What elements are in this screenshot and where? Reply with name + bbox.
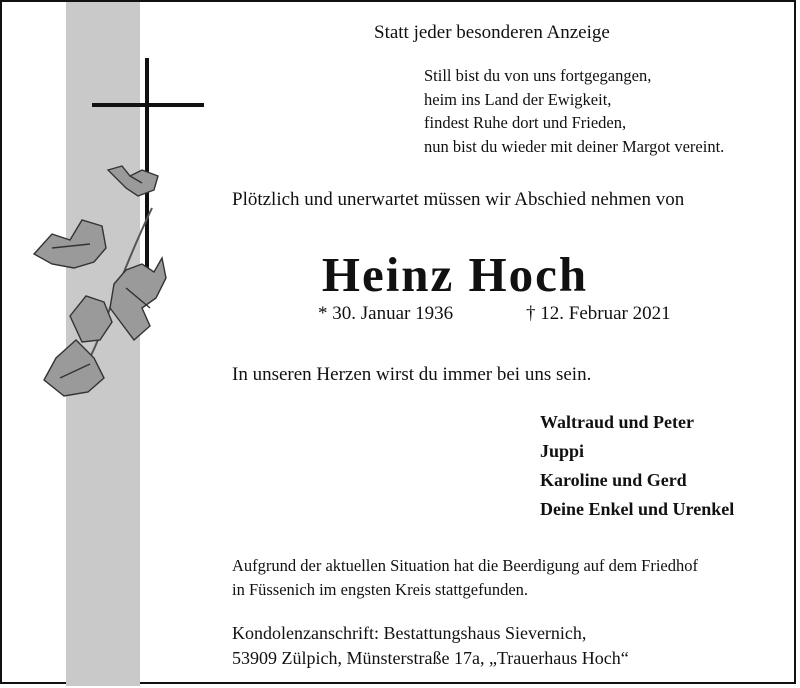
funeral-line: in Füssenich im engsten Kreis stattgefunden. <box>232 579 529 599</box>
condolence-line: 53909 Zülpich, Münsterstraße 17a, „Trauerhaus Hoch“ <box>232 648 629 668</box>
poem-line: heim ins Land der Ewigkeit, <box>424 89 612 109</box>
mourners-list <box>540 408 734 524</box>
death-date: † 12. Februar 2021 <box>526 303 671 324</box>
memorial-quote: In unseren Herzen wirst du immer bei uns sein. <box>232 364 592 385</box>
mourner: Juppi <box>540 441 585 461</box>
mourner: Deine Enkel und Urenkel <box>540 499 735 519</box>
funeral-line: Aufgrund der aktuellen Situation hat die Beerdigung auf dem Friedhof <box>232 556 699 575</box>
condolence-address <box>232 621 629 671</box>
cross-with-ivy <box>30 58 220 418</box>
poem-line: Still bist du von uns fortgegangen, <box>424 66 652 85</box>
poem-line: findest Ruhe dort und Frieden, <box>424 113 627 132</box>
poem-line: nun bist du wieder mit deiner Margot vereint. <box>424 136 725 156</box>
condolence-line: Kondolenzanschrift: Bestattungshaus Sievernich, <box>232 623 587 643</box>
funeral-info <box>232 554 698 601</box>
headline: Statt jeder besonderen Anzeige <box>374 22 610 43</box>
mourner: Waltraud und Peter <box>540 412 695 432</box>
deceased-name: Heinz Hoch <box>321 247 589 302</box>
birth-date: * 30. Januar 1936 <box>318 303 454 324</box>
mourner: Karoline und Gerd <box>540 470 687 490</box>
intro-text: Plötzlich und unerwartet müssen wir Abschied nehmen von <box>232 189 685 210</box>
poem <box>424 64 724 158</box>
